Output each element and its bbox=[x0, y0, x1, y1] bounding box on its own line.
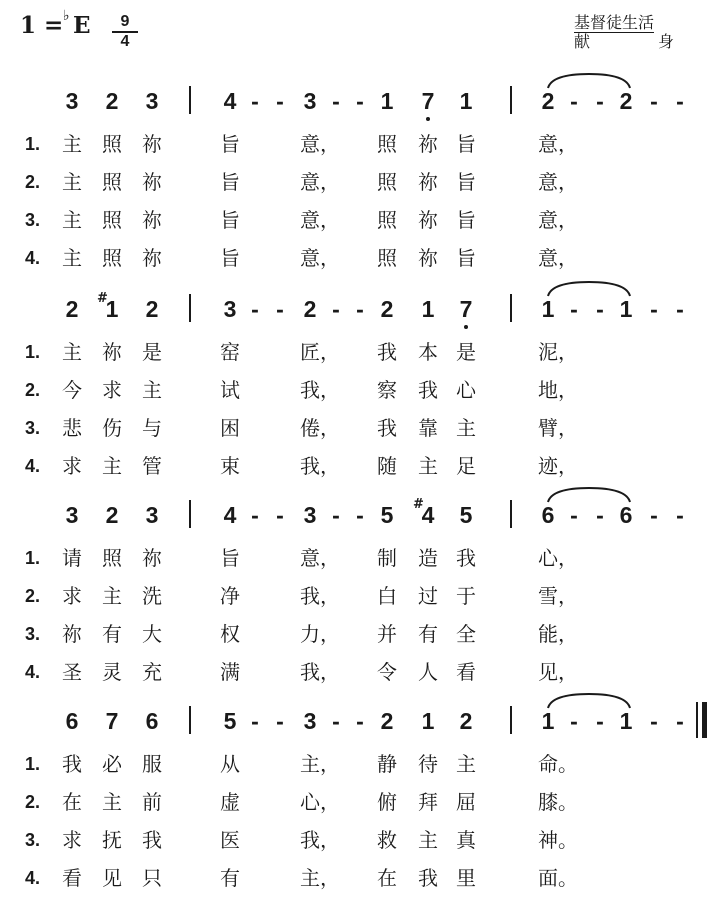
lyric-syllable: 意， bbox=[300, 170, 340, 194]
hold-dash: - bbox=[650, 88, 658, 114]
sharp-symbol: # bbox=[413, 497, 424, 512]
barline bbox=[189, 706, 191, 734]
verse-number: 4. bbox=[25, 456, 41, 476]
lyric-syllable: 是 bbox=[456, 340, 476, 364]
hold-dash: - bbox=[676, 502, 684, 528]
lyric-syllable: 于 bbox=[456, 584, 476, 608]
note: 3 bbox=[303, 502, 317, 528]
lyric-syllable: 我， bbox=[300, 584, 340, 608]
lyric-syllable: 照 bbox=[102, 208, 122, 232]
hold-dash: - bbox=[332, 708, 340, 734]
hold-dash: - bbox=[650, 708, 658, 734]
lyric-syllable: 能， bbox=[538, 622, 578, 646]
lyric-syllable: 意， bbox=[538, 246, 578, 270]
lyric-syllable: 抚 bbox=[102, 828, 122, 852]
lyric-syllable: 旨 bbox=[456, 246, 476, 270]
hold-dash: - bbox=[251, 708, 259, 734]
lyric-syllable: 拜 bbox=[418, 790, 438, 814]
lyric-syllable: 有 bbox=[418, 622, 438, 646]
note: 1 bbox=[541, 296, 555, 322]
lyric-syllable: 大 bbox=[142, 622, 162, 646]
hold-dash: - bbox=[356, 708, 364, 734]
hold-dash: - bbox=[276, 88, 284, 114]
lyric-syllable: 照 bbox=[377, 208, 397, 232]
barline bbox=[510, 86, 512, 114]
lyric-syllable: 照 bbox=[102, 246, 122, 270]
note: 1 bbox=[105, 296, 119, 322]
lyric-syllable: 与 bbox=[142, 416, 162, 440]
lyric-syllable: 臂， bbox=[538, 416, 578, 440]
lyric-syllable: 过 bbox=[418, 584, 438, 608]
lyric-syllable: 主 bbox=[62, 246, 82, 270]
lyric-syllable: 祢 bbox=[102, 340, 122, 364]
lyric-syllable: 看 bbox=[456, 660, 476, 684]
lyric-syllable: 主 bbox=[456, 416, 476, 440]
lyric-syllable: 祢 bbox=[418, 170, 438, 194]
note: 4 bbox=[421, 502, 435, 528]
verse-number: 2. bbox=[25, 172, 41, 192]
note: 1 bbox=[619, 708, 633, 734]
lyric-syllable: 白 bbox=[377, 584, 397, 608]
note: 6 bbox=[65, 708, 79, 734]
lyric-syllable: 主 bbox=[418, 828, 438, 852]
verse-number: 4. bbox=[25, 662, 41, 682]
note: 7 bbox=[421, 88, 435, 114]
lyric-syllable: 洗 bbox=[142, 584, 162, 608]
hold-dash: - bbox=[276, 296, 284, 322]
lyric-syllable: 充 bbox=[142, 660, 162, 684]
lyric-syllable: 意， bbox=[538, 208, 578, 232]
hold-dash: - bbox=[356, 502, 364, 528]
hymn-title-char-1: 献 bbox=[574, 32, 591, 51]
hold-dash: - bbox=[650, 296, 658, 322]
lyric-syllable: 虚 bbox=[220, 790, 240, 814]
lyric-syllable: 里 bbox=[456, 866, 476, 890]
barline bbox=[189, 86, 191, 114]
lyric-syllable: 旨 bbox=[456, 170, 476, 194]
lyric-syllable: 必 bbox=[102, 752, 122, 776]
note: 3 bbox=[65, 502, 79, 528]
note: 2 bbox=[65, 296, 79, 322]
lyric-syllable: 在 bbox=[377, 866, 397, 890]
lyric-syllable: 求 bbox=[62, 584, 82, 608]
note: 3 bbox=[223, 296, 237, 322]
lyric-syllable: 求 bbox=[62, 828, 82, 852]
lyric-syllable: 祢 bbox=[418, 132, 438, 156]
lyric-syllable: 随 bbox=[377, 454, 397, 478]
lyric-syllable: 静 bbox=[377, 752, 397, 776]
verse-number: 4. bbox=[25, 248, 41, 268]
lyric-syllable: 主 bbox=[62, 340, 82, 364]
lyric-syllable: 心， bbox=[538, 546, 578, 570]
verse-number: 2. bbox=[25, 792, 41, 812]
hold-dash: - bbox=[570, 296, 578, 322]
note: 2 bbox=[105, 502, 119, 528]
lyric-syllable: 我， bbox=[300, 378, 340, 402]
lyric-syllable: 制 bbox=[377, 546, 397, 570]
verse-number: 2. bbox=[25, 380, 41, 400]
note: 2 bbox=[105, 88, 119, 114]
lyric-syllable: 意， bbox=[300, 546, 340, 570]
hymn-title-char-2: 身 bbox=[657, 32, 674, 51]
lyric-syllable: 旨 bbox=[220, 132, 240, 156]
note: 1 bbox=[380, 88, 394, 114]
hold-dash: - bbox=[276, 708, 284, 734]
sharp-symbol: # bbox=[97, 291, 108, 306]
lyric-syllable: 有 bbox=[220, 866, 240, 890]
lyric-syllable: 祢 bbox=[142, 208, 162, 232]
lyric-syllable: 迹， bbox=[538, 454, 578, 478]
lyric-syllable: 力， bbox=[300, 622, 340, 646]
hold-dash: - bbox=[356, 296, 364, 322]
lyric-syllable: 旨 bbox=[220, 546, 240, 570]
lyric-syllable: 祢 bbox=[142, 246, 162, 270]
lyric-syllable: 旨 bbox=[220, 170, 240, 194]
verse-number: 3. bbox=[25, 418, 41, 438]
time-signature-denominator: 4 bbox=[120, 33, 130, 50]
lyric-syllable: 灵 bbox=[102, 660, 122, 684]
hold-dash: - bbox=[650, 502, 658, 528]
note: 3 bbox=[145, 502, 159, 528]
hold-dash: - bbox=[570, 708, 578, 734]
hold-dash: - bbox=[676, 88, 684, 114]
lyric-syllable: 旨 bbox=[456, 208, 476, 232]
lyric-syllable: 净 bbox=[220, 584, 240, 608]
lyric-syllable: 只 bbox=[142, 866, 162, 890]
lyric-syllable: 伤 bbox=[102, 416, 122, 440]
lyric-syllable: 照 bbox=[102, 546, 122, 570]
lyric-syllable: 膝。 bbox=[538, 790, 578, 814]
lyric-syllable: 是 bbox=[142, 340, 162, 364]
lyric-syllable: 前 bbox=[142, 790, 162, 814]
hold-dash: - bbox=[332, 296, 340, 322]
lyric-syllable: 并 bbox=[377, 622, 397, 646]
lyric-syllable: 束 bbox=[220, 454, 240, 478]
lyric-syllable: 我 bbox=[377, 416, 397, 440]
lyric-syllable: 我 bbox=[377, 340, 397, 364]
hold-dash: - bbox=[596, 708, 604, 734]
lyric-syllable: 意， bbox=[300, 246, 340, 270]
lyric-syllable: 意， bbox=[538, 132, 578, 156]
hold-dash: - bbox=[251, 296, 259, 322]
lyric-syllable: 求 bbox=[102, 378, 122, 402]
lyric-syllable: 主 bbox=[418, 454, 438, 478]
lyric-syllable: 主， bbox=[300, 752, 340, 776]
lyric-syllable: 困 bbox=[220, 416, 240, 440]
barline bbox=[510, 706, 512, 734]
note: 1 bbox=[619, 296, 633, 322]
lyric-syllable: 祢 bbox=[418, 246, 438, 270]
lyric-syllable: 主 bbox=[102, 584, 122, 608]
time-signature bbox=[112, 14, 138, 50]
note: 6 bbox=[145, 708, 159, 734]
lyric-syllable: 在 bbox=[62, 790, 82, 814]
lyric-syllable: 祢 bbox=[62, 622, 82, 646]
lyric-syllable: 照 bbox=[377, 132, 397, 156]
lyric-syllable: 祢 bbox=[142, 132, 162, 156]
note: 6 bbox=[619, 502, 633, 528]
note: 1 bbox=[541, 708, 555, 734]
lyric-syllable: 泥， bbox=[538, 340, 578, 364]
note: 5 bbox=[380, 502, 394, 528]
note: 2 bbox=[459, 708, 473, 734]
note: 3 bbox=[145, 88, 159, 114]
verse-number: 1. bbox=[25, 754, 41, 774]
note: 2 bbox=[619, 88, 633, 114]
hold-dash: - bbox=[596, 296, 604, 322]
lyric-syllable: 我 bbox=[456, 546, 476, 570]
lyric-syllable: 请 bbox=[62, 546, 82, 570]
lyric-syllable: 照 bbox=[102, 170, 122, 194]
lyric-syllable: 满 bbox=[220, 660, 240, 684]
lyric-syllable: 见 bbox=[102, 866, 122, 890]
lyric-syllable: 主 bbox=[456, 752, 476, 776]
note: 6 bbox=[541, 502, 555, 528]
lyric-syllable: 我， bbox=[300, 454, 340, 478]
lyric-syllable: 照 bbox=[377, 246, 397, 270]
note: 3 bbox=[303, 88, 317, 114]
key-letter: E bbox=[73, 12, 91, 39]
note: 4 bbox=[223, 502, 237, 528]
lyric-syllable: 足 bbox=[456, 454, 476, 478]
lyric-syllable: 旨 bbox=[220, 246, 240, 270]
note: 4 bbox=[223, 88, 237, 114]
time-signature-numerator: 9 bbox=[112, 14, 138, 33]
tie-arc bbox=[544, 692, 644, 712]
lyric-syllable: 照 bbox=[102, 132, 122, 156]
lyric-syllable: 主 bbox=[142, 378, 162, 402]
lyric-syllable: 意， bbox=[300, 208, 340, 232]
hold-dash: - bbox=[676, 708, 684, 734]
verse-number: 1. bbox=[25, 134, 41, 154]
lyric-syllable: 医 bbox=[220, 828, 240, 852]
lyric-syllable: 命。 bbox=[538, 752, 578, 776]
verse-number: 3. bbox=[25, 210, 41, 230]
note: 2 bbox=[380, 296, 394, 322]
lyric-syllable: 照 bbox=[377, 170, 397, 194]
lyric-syllable: 主， bbox=[300, 866, 340, 890]
lyric-syllable: 我 bbox=[418, 866, 438, 890]
lyric-syllable: 我， bbox=[300, 660, 340, 684]
lyric-syllable: 试 bbox=[220, 378, 240, 402]
lyric-syllable: 主 bbox=[102, 790, 122, 814]
lyric-syllable: 主 bbox=[62, 208, 82, 232]
note: 3 bbox=[65, 88, 79, 114]
lyric-syllable: 我 bbox=[142, 828, 162, 852]
lyric-syllable: 我， bbox=[300, 828, 340, 852]
hold-dash: - bbox=[251, 88, 259, 114]
lyric-syllable: 管 bbox=[142, 454, 162, 478]
lyric-syllable: 我 bbox=[418, 378, 438, 402]
lyric-syllable: 地， bbox=[538, 378, 578, 402]
hold-dash: - bbox=[332, 88, 340, 114]
hymn-title bbox=[574, 33, 674, 51]
final-barline-thick bbox=[702, 702, 707, 738]
key-signature bbox=[20, 8, 91, 39]
lyric-syllable: 有 bbox=[102, 622, 122, 646]
hold-dash: - bbox=[596, 88, 604, 114]
verse-number: 4. bbox=[25, 868, 41, 888]
verse-number: 3. bbox=[25, 624, 41, 644]
lyric-syllable: 祢 bbox=[142, 170, 162, 194]
lyric-syllable: 倦， bbox=[300, 416, 340, 440]
verse-number: 3. bbox=[25, 830, 41, 850]
lyric-syllable: 主 bbox=[62, 132, 82, 156]
lyric-syllable: 意， bbox=[538, 170, 578, 194]
low-octave-dot bbox=[464, 325, 468, 329]
lyric-syllable: 祢 bbox=[142, 546, 162, 570]
final-barline-thin bbox=[696, 702, 698, 738]
note: 2 bbox=[145, 296, 159, 322]
tie-arc bbox=[544, 72, 644, 92]
lyric-syllable: 俯 bbox=[377, 790, 397, 814]
lyric-syllable: 祢 bbox=[418, 208, 438, 232]
lyric-syllable: 见， bbox=[538, 660, 578, 684]
hold-dash: - bbox=[570, 88, 578, 114]
note: 3 bbox=[303, 708, 317, 734]
hold-dash: - bbox=[596, 502, 604, 528]
hold-dash: - bbox=[570, 502, 578, 528]
lyric-syllable: 察 bbox=[377, 378, 397, 402]
lyric-syllable: 屈 bbox=[456, 790, 476, 814]
lyric-syllable: 心 bbox=[456, 378, 476, 402]
note: 5 bbox=[223, 708, 237, 734]
lyric-syllable: 主 bbox=[62, 170, 82, 194]
hymn-source bbox=[574, 14, 674, 51]
lyric-syllable: 心， bbox=[300, 790, 340, 814]
lyric-syllable: 看 bbox=[62, 866, 82, 890]
hold-dash: - bbox=[251, 502, 259, 528]
lyric-syllable: 我 bbox=[62, 752, 82, 776]
lyric-syllable: 窑 bbox=[220, 340, 240, 364]
lyric-syllable: 靠 bbox=[418, 416, 438, 440]
lyric-syllable: 人 bbox=[418, 660, 438, 684]
verse-number: 1. bbox=[25, 342, 41, 362]
lyric-syllable: 匠， bbox=[300, 340, 340, 364]
lyric-syllable: 雪， bbox=[538, 584, 578, 608]
lyric-syllable: 真 bbox=[456, 828, 476, 852]
lyric-syllable: 圣 bbox=[62, 660, 82, 684]
tie-arc bbox=[544, 280, 644, 300]
lyric-syllable: 神。 bbox=[538, 828, 578, 852]
hold-dash: - bbox=[332, 502, 340, 528]
key-prefix: 1 = bbox=[20, 12, 64, 39]
note: 2 bbox=[303, 296, 317, 322]
verse-number: 2. bbox=[25, 586, 41, 606]
lyric-syllable: 令 bbox=[377, 660, 397, 684]
barline bbox=[189, 500, 191, 528]
note: 2 bbox=[380, 708, 394, 734]
barline bbox=[510, 294, 512, 322]
lyric-syllable: 从 bbox=[220, 752, 240, 776]
verse-number: 1. bbox=[25, 548, 41, 568]
note: 7 bbox=[105, 708, 119, 734]
lyric-syllable: 造 bbox=[418, 546, 438, 570]
hold-dash: - bbox=[356, 88, 364, 114]
barline bbox=[189, 294, 191, 322]
lyric-syllable: 旨 bbox=[456, 132, 476, 156]
lyric-syllable: 救 bbox=[377, 828, 397, 852]
lyric-syllable: 悲 bbox=[62, 416, 82, 440]
lyric-syllable: 服 bbox=[142, 752, 162, 776]
hymn-category: 基督徒生活 bbox=[574, 13, 655, 32]
note: 7 bbox=[459, 296, 473, 322]
hold-dash: - bbox=[276, 502, 284, 528]
note: 5 bbox=[459, 502, 473, 528]
lyric-syllable: 权 bbox=[220, 622, 240, 646]
low-octave-dot bbox=[426, 117, 430, 121]
lyric-syllable: 意， bbox=[300, 132, 340, 156]
tie-arc bbox=[544, 486, 644, 506]
lyric-syllable: 待 bbox=[418, 752, 438, 776]
flat-symbol: ♭ bbox=[63, 8, 70, 24]
note: 1 bbox=[421, 708, 435, 734]
lyric-syllable: 旨 bbox=[220, 208, 240, 232]
barline bbox=[510, 500, 512, 528]
lyric-syllable: 求 bbox=[62, 454, 82, 478]
note: 2 bbox=[541, 88, 555, 114]
lyric-syllable: 主 bbox=[102, 454, 122, 478]
lyric-syllable: 全 bbox=[456, 622, 476, 646]
lyric-syllable: 本 bbox=[418, 340, 438, 364]
lyric-syllable: 面。 bbox=[538, 866, 578, 890]
note: 1 bbox=[459, 88, 473, 114]
lyric-syllable: 今 bbox=[62, 378, 82, 402]
hold-dash: - bbox=[676, 296, 684, 322]
note: 1 bbox=[421, 296, 435, 322]
